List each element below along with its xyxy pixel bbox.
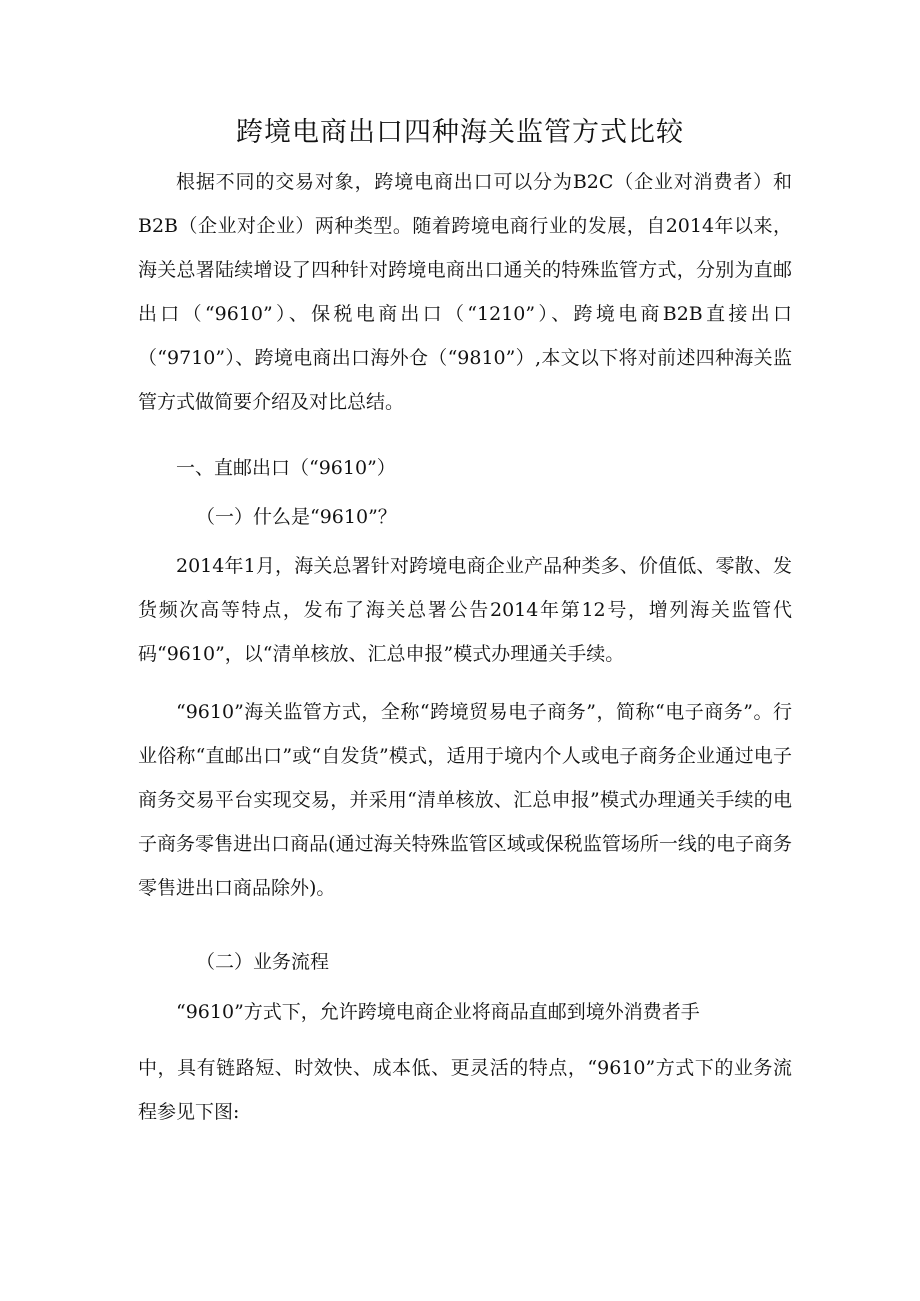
intro-paragraph: 根据不同的交易对象，跨境电商出口可以分为B2C（企业对消费者）和B2B（企业对企业）两种类型。随着跨境电商行业的发展，自2014年以来，海关总署陆续增设了四种针对跨境电商出口通关的特殊监管方式，分别为直邮出口（“9610”）、保税电商出口（“1210”）、跨境电商B2B直接出口（“9710”）、跨境电商出口海外仓（“9810”）,本文以下将对前述四种海关监管方式做简要介绍及对比总结。 <box>138 171 792 413</box>
paragraph-process-rest: 中，具有链路短、时效快、成本低、更灵活的特点，“9610”方式下的业务流程参见下图: <box>138 1057 792 1123</box>
paragraph-announcement: 2014年1月，海关总署针对跨境电商企业产品种类多、价值低、零散、发货频次高等特点，发布了海关总署公告2014年第12号，增列海关监管代码“9610”，以“清单核放、汇总申报”模式办理通关手续。 <box>138 555 792 665</box>
paragraph-definition: “9610”海关监管方式，全称“跨境贸易电子商务”，简称“电子商务”。行业俗称“直邮出口”或“自发货”模式，适用于境内个人或电子商务企业通过电子商务交易平台实现交易，并采用“清单核放、汇总申报”模式办理通关手续的电子商务零售进出口商品(通过海关特殊监管区域或保税监管场所一线的电子商务零售进出口商品除外)。 <box>138 701 792 899</box>
subheading-what-is-9610: （一）什么是“9610”？ <box>196 506 397 528</box>
paragraph-process-line1: “9610”方式下，允许跨境电商企业将商品直邮到境外消费者手 <box>176 1001 700 1023</box>
subheading-business-process: （二）业务流程 <box>196 951 330 973</box>
document-title: 跨境电商出口四种海关监管方式比较 <box>236 117 684 148</box>
section-heading-9610: 一、直邮出口（“9610”） <box>176 457 396 479</box>
